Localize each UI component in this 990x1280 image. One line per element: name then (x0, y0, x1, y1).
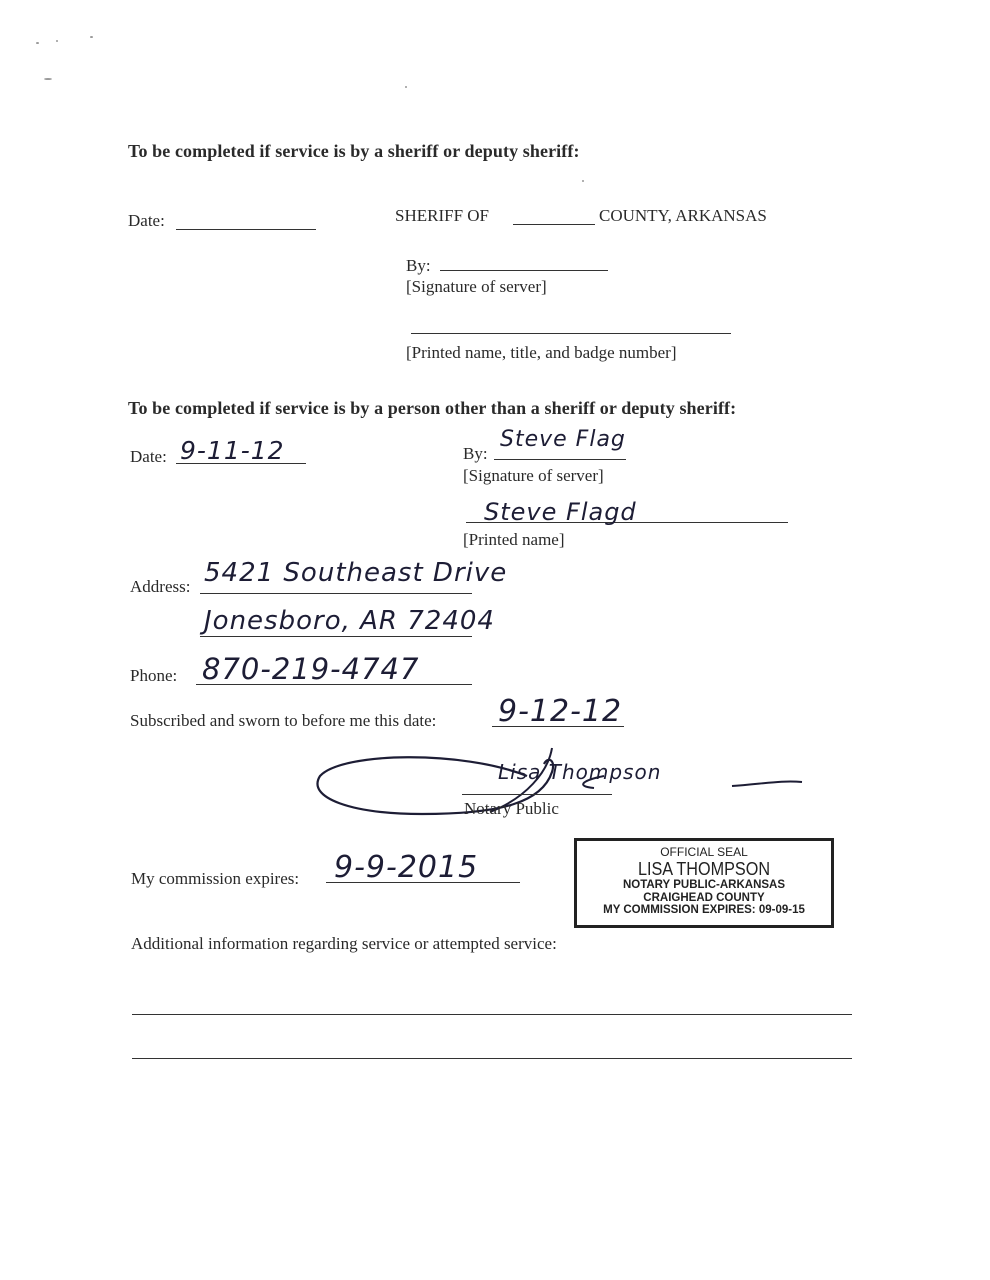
phone-label: Phone: (130, 666, 178, 685)
other-date-label: Date: (130, 447, 167, 466)
additional-info-line-1 (132, 1014, 852, 1015)
additional-info-label: Additional information regarding service or attempted service: (131, 934, 557, 953)
notary-public-caption: Notary Public (464, 799, 559, 818)
sheriff-section-heading: To be completed if service is by a sheriff or deputy sheriff: (128, 141, 580, 161)
other-signature-caption: [Signature of server] (463, 466, 604, 485)
sheriff-signature-line (440, 270, 608, 271)
handwritten-printed-name: Steve Flagd (484, 498, 637, 526)
address-line-2 (200, 636, 472, 637)
sheriff-of-label: SHERIFF OF (395, 206, 490, 225)
seal-notary-name: LISA THOMPSON (637, 859, 771, 879)
handwritten-sworn-date: 9-12-12 (498, 694, 623, 729)
address-line-1 (200, 593, 472, 594)
other-section-heading: To be completed if service is by a person other than a sheriff or deputy sheriff: (128, 398, 737, 418)
other-by-label: By: (463, 444, 488, 463)
notary-signature-line (462, 794, 612, 795)
address-label: Address: (130, 577, 191, 596)
county-arkansas-label: COUNTY, ARKANSAS (599, 206, 767, 225)
scan-speck (36, 42, 39, 44)
seal-heading: OFFICIAL SEAL (660, 845, 748, 859)
scan-speck (405, 86, 407, 88)
scan-speck (56, 40, 58, 42)
scan-speck (90, 36, 93, 38)
sworn-label: Subscribed and sworn to before me this date: (130, 711, 437, 730)
seal-county: CRAIGHEAD COUNTY (643, 891, 765, 904)
server-signature: Steve Flag (500, 427, 626, 452)
handwritten-address-line2: Jonesboro, AR 72404 (204, 606, 495, 636)
official-seal-stamp (574, 838, 834, 928)
sheriff-signature-caption: [Signature of server] (406, 277, 547, 296)
handwritten-date: 9-11-12 (180, 436, 285, 465)
sheriff-by-label: By: (406, 256, 431, 275)
sheriff-printed-name-line (411, 333, 731, 334)
printed-name-caption: [Printed name] (463, 530, 565, 549)
handwritten-commission-date: 9-9-2015 (334, 850, 479, 885)
sheriff-county-line (513, 224, 595, 225)
commission-label: My commission expires: (131, 869, 300, 888)
sheriff-date-line (176, 229, 316, 230)
scan-speck (582, 180, 584, 182)
seal-expiration: MY COMMISSION EXPIRES: 09-09-15 (603, 904, 805, 916)
other-signature-line (494, 459, 626, 460)
additional-info-line-2 (132, 1058, 852, 1059)
seal-notary-title: NOTARY PUBLIC-ARKANSAS (622, 879, 786, 891)
handwritten-address-line1: 5421 Southeast Drive (204, 558, 508, 588)
handwritten-phone: 870-219-4747 (202, 652, 420, 686)
notary-signature-text: Lisa Thompson (498, 760, 662, 784)
sheriff-printed-caption: [Printed name, title, and badge number] (406, 343, 677, 362)
sheriff-date-label: Date: (128, 211, 165, 230)
scan-speck (44, 78, 52, 80)
